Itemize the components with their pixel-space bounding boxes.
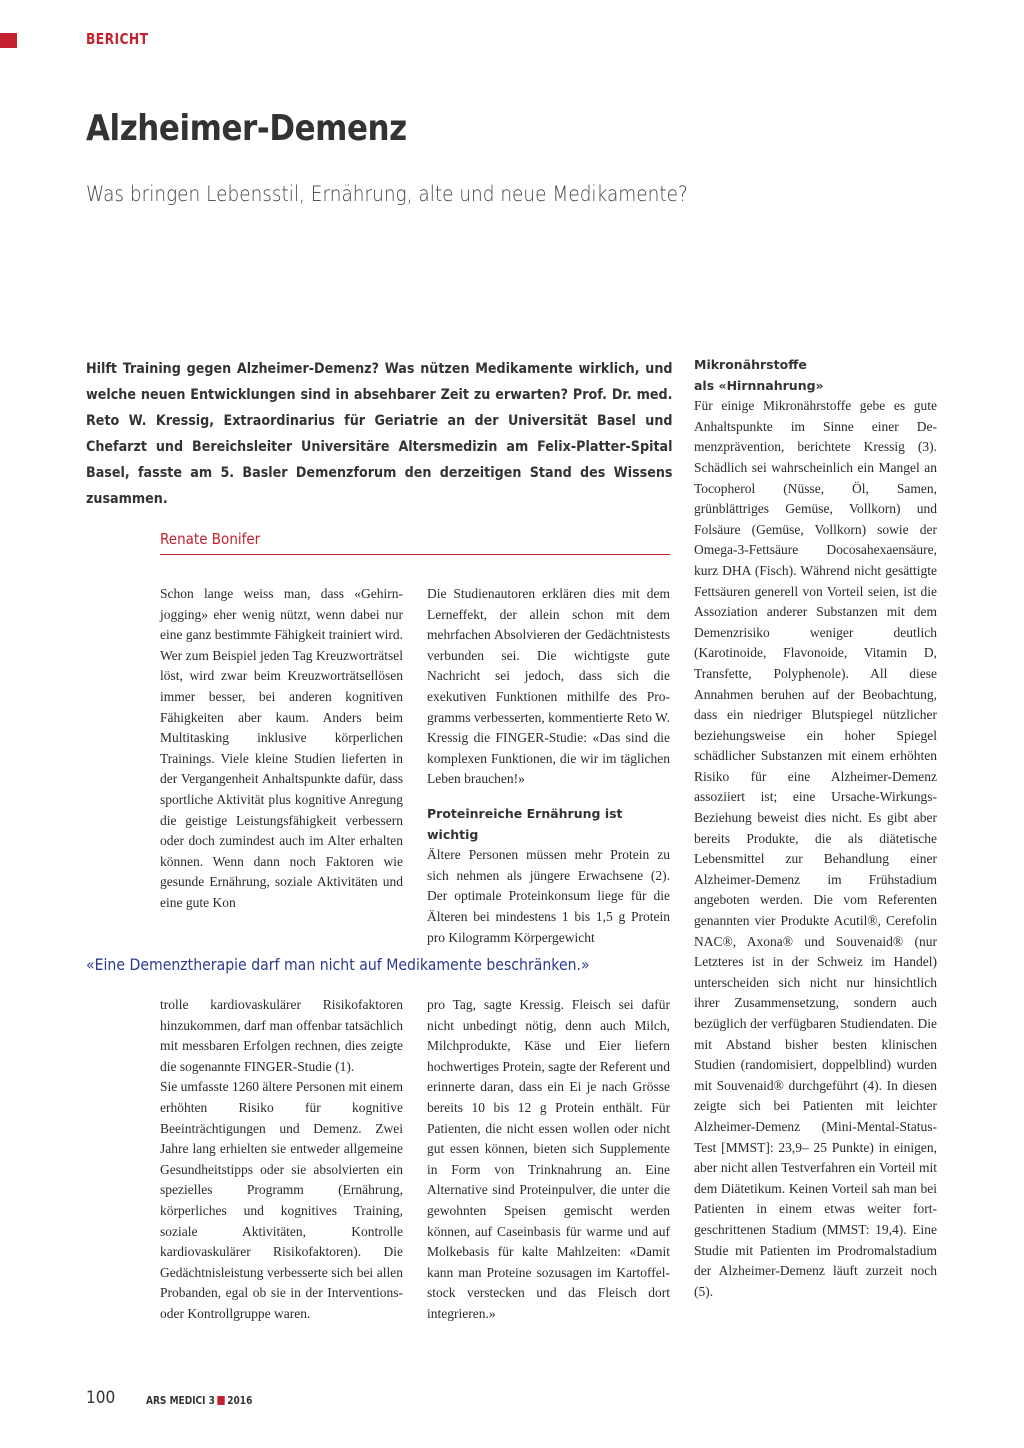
body-paragraph: Schon lange weiss man, dass «Gehirnjogging» eher wenig nützt, wenn dabei nur eine ganz bestimmte Fähigkeit trainiert wird. Wer zum Beispiel jeden Tag Kreuzworträtsel löst, wird zwar beim Kreuzworträtsellösen immer besser, bei anderen kognitiven Fähigkeiten aber kaum. Anders beim Multitasking inklusive körperlichen Trainings. Viele kleine Studien lieferten in der Vergangenheit Anhaltspunkte dafür, dass sportliche Aktivität plus kognitive Anregung die geistige Leistungsfähigkeit verbessern oder doch zumindest auch im Alter erhalten können. Wenn dann noch Faktoren wie gesunde Ernährung, soziale Aktivitäten und eine gute Kon [160,586,403,910]
pull-quote: «Eine Demenztherapie darf man nicht auf Medikamente beschränken.» [86,955,590,974]
body-paragraph: pro Tag, sagte Kressig. Fleisch sei dafür nicht unbedingt nötig, denn auch Milch, Milchprodukte, Käse und Eier liefern hochwertiges Protein, sagte der Referent und erinnerte daran, dass ein Ei je nach Grösse bereits 10 bis 12 g Protein enthält. Für Patienten, die nicht essen wollen oder nicht gut essen können, bieten sich Supplemente in Form von Trinknahrung an. Eine Alternative sind Proteinpulver, die unter die gewohnten Speisen gemischt werden können, auf Caseinbasis für warme und auf Molkebasis für kalte Mahlzeiten: «Damit kann man Proteine sozusagen im Kartoffelstock verstecken und das Fleisch dort integrieren.» [427,997,670,1321]
body-paragraph: Sie umfasste 1260 ältere Personen mit einem erhöhten Risiko für kognitive Beeinträchtigungen und Demenz. Zwei Jahre lang erhielten sie entweder allgemeine Gesundheitstipps oder sie absolvierten ein spezielles Programm (Ernährung, körperliches und kognitives Training, soziale Aktivitäten, Kontrolle kardiovaskulärer Risikofaktoren). Die Gedächtnisleistung verbesserte sich bei allen Probanden, egal ob sie in der Interventions- oder Kontrollgruppe waren. [160,1079,403,1321]
journal-footer [146,1394,252,1407]
body-paragraph: Ältere Personen müssen mehr Protein zu sich nehmen als jüngere Erwachsene (2). Der optimale Proteinkonsum liege für die Älteren bei mindestens 1 bis 1,5 g Protein pro Kilogramm Körpergewicht [427,847,670,945]
article-lead: Hilft Training gegen Alzheimer-Demenz? Was nützen Medikamente wirklich, und welche neuen Entwicklungen sind in absehbarer Zeit zu erwarten? Prof. Dr. med. Reto W. Kressig, Extraordinarius für Geriatrie an der Universität Basel und Chefarzt und Bereichsleiter Universitäre Altersmedizin am Felix-Platter-Spital Basel, fasste am 5. Basler Demenzforum den derzeitigen Stand des Wissens zusammen. [86,361,673,507]
column-1-bottom [160,995,403,1325]
column-3 [694,355,937,1302]
page-number: 100 [86,1388,116,1408]
author-name: Renate Bonifer [160,530,261,548]
journal-name: ARS MEDICI 3 [146,1394,215,1407]
article-subtitle: Was bringen Lebensstil, Ernährung, alte und neue Medikamente? [86,182,688,206]
author-divider [160,554,670,555]
section-label: BERICHT [86,30,149,48]
article-title: Alzheimer-Demenz [86,108,407,149]
column-1-top [160,584,403,914]
column-2-bottom [427,995,670,1325]
subheading-line-2: als «Hirnnahrung» [694,377,824,393]
body-paragraph: Die Studienautoren erklären dies mit dem Lerneffekt, der allein schon mit dem mehrfachen Absolvieren der Gedächtnistests verbunden sei. Die wichtigste gute Nachricht sei jedoch, dass sich die exekutiven Funktionen mithilfe des Programms verbesserten, kommentierte Reto W. Kressig die FINGER-Studie: «Das sind die komplexen Funktionen, die wir im täglichen Leben brauchen!» [427,586,670,787]
journal-year: 2016 [227,1394,253,1407]
separator-square [217,1396,224,1405]
column-2-top [427,584,670,948]
subheading: Proteinreiche Ernährung ist wichtig [427,805,623,842]
subheading-line-1: Mikronährstoffe [694,357,807,372]
body-paragraph: trolle kardiovaskulärer Risikofaktoren hinzukommen, darf man offenbar tatsächlich mit messbaren Erfolgen rechnen, dies zeigte die sogenannte FINGER-Studie (1). [160,997,403,1074]
section-marker [0,33,17,48]
body-paragraph: Für einige Mikronährstoffe gebe es gute Anhaltspunkte im Sinne einer Demenzprävention, berichtete Kressig (3). Schädlich sei wahrscheinlich ein Mangel an Tocopherol (Nüsse, Öl, Samen, grünblättriges Gemüse, Vollkorn) und Folsäure (Gemüse, Vollkorn) sowie der Omega-3-Fettsäure Docosahexaensäure, kurz DHA (Fisch). Während nicht gesättigte Fettsäuren generell von Vorteil seien, ist die Assoziation anderer Substanzen mit dem Demenzrisiko weniger deutlich (Karotinoide, Flavonoide, Vitamin D, Transfette, Polyphenole). All diese Annahmen beruhen auf der Beobachtung, dass ein niedriger Blutspiegel nützlicher beziehungsweise ein hoher Spiegel schädlicher Substanzen mit einem erhöhten Risiko für eine Alzheimer-Demenz assoziiert ist; eine Ursache-Wirkungs-Beziehung beweist dies nicht. Es gibt aber bereits Produkte, die als diätetische Lebensmittel zur Behandlung einer Alzheimer-Demenz im Frühstadium angeboten werden. Die vom Referenten genannten vier Produkte Acutil®, Cerefolin NAC®, Axona® und Souvenaid® (nur Letzteres ist in der Schweiz im Handel) unterscheiden sich nicht nur hinsichtlich ihrer Zusammensetzung, sondern auch bezüglich der verfügbaren Studiendaten. Die mit Abstand bisher besten klinischen Studien (randomisiert, doppelblind) wurden mit Souvenaid® durchgeführt (4). In diesen zeigte sich bei Patienten mit leichter Alzheimer-Demenz (Mini-Mental-Status-Test [MMST]: 23,9– 25 Punkte) in einigen, aber nicht allen Testverfahren ein Vorteil mit dem Diätetikum. Keinen Vorteil sah man bei Patienten in einem etwas weiter fortgeschrittenen Stadium (MMST: 19,4). Eine Studie mit Patienten im Prodromalstadium der Alzheimer-Demenz läuft zurzeit noch (5). [694,398,937,1299]
